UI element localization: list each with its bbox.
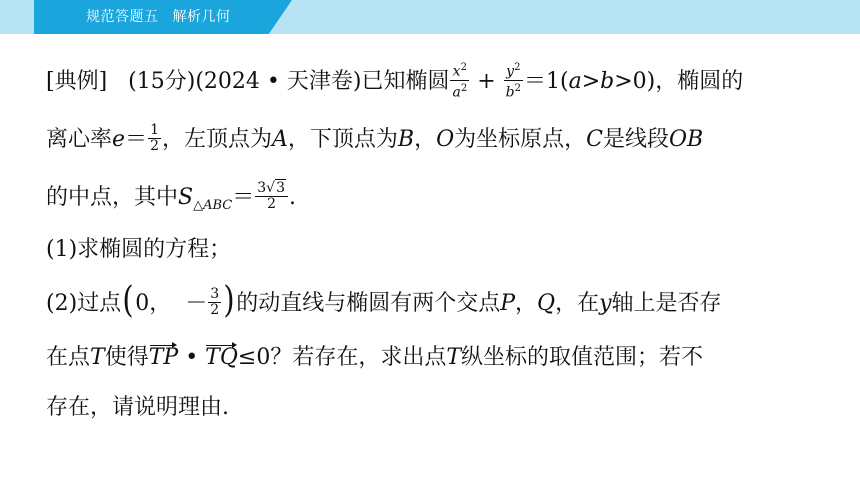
- problem-line-3: [46, 178, 296, 218]
- problem-line-1: [46, 62, 743, 102]
- question-2-line-2: [46, 338, 703, 378]
- minus-sign: －: [185, 291, 208, 316]
- text-segment: ，: [414, 127, 437, 152]
- point-B: B: [397, 127, 415, 152]
- text-segment: ，下顶点为: [287, 127, 398, 152]
- text-segment: 使得: [104, 345, 149, 370]
- var-a: a: [568, 69, 582, 95]
- text-segment: 离心率: [46, 127, 113, 152]
- dot-operator: •: [178, 345, 206, 370]
- vector-TQ: TQ: [205, 338, 238, 378]
- text-segment: 纵坐标的取值范围；若不: [461, 345, 704, 370]
- text-segment: 是线段: [603, 127, 670, 152]
- equals-sign: ＝: [125, 127, 148, 152]
- point-x: 0，: [135, 291, 172, 316]
- var-e: e: [112, 127, 126, 152]
- point-Q: Q: [537, 291, 556, 316]
- question-1-text: (1)求椭圆的方程；: [46, 237, 232, 262]
- fraction-one-half: $\frac{1}{2}$: [150, 121, 159, 154]
- left-paren: (: [122, 280, 134, 321]
- example-tag: [典例]: [46, 69, 108, 95]
- section-label: 规范答题五: [86, 9, 159, 25]
- fraction-x2-a2: $\frac{x^2}{a^2}$: [452, 62, 468, 101]
- text-segment: (2)过点: [46, 291, 122, 316]
- text-segment: 的动直线与椭圆有两个交点: [236, 291, 501, 316]
- equals-sign: ＝: [232, 185, 255, 210]
- point-P: P: [500, 291, 516, 316]
- text-segment: 存在，请说明理由.: [46, 395, 229, 420]
- point-O: O: [436, 127, 455, 152]
- segment-OB: OB: [669, 127, 704, 152]
- fraction-three-halves: $\frac{3}{2}$: [210, 285, 220, 318]
- question-2-line-3: [46, 388, 229, 428]
- plus-sign: +: [477, 69, 496, 95]
- question-2-line-1: [46, 280, 722, 324]
- vector-TP: TP: [149, 338, 178, 378]
- text-segment: 轴上是否存: [611, 291, 722, 316]
- text-segment: ，在: [555, 291, 600, 316]
- text-segment: ，: [515, 291, 538, 316]
- fraction-area: $\frac{3√3}{2}$: [255, 181, 288, 212]
- period: .: [289, 185, 297, 210]
- text-segment: 为坐标原点，: [454, 127, 587, 152]
- point-C: C: [586, 127, 603, 152]
- point-A: A: [272, 127, 288, 152]
- triangle-subscript: △ABC: [193, 198, 233, 213]
- var-S: S: [178, 185, 194, 210]
- var-b: b: [600, 69, 615, 95]
- text-segment: ＝1(: [523, 69, 569, 95]
- gt-sign: >: [581, 69, 601, 95]
- text-segment: 已知椭圆: [361, 69, 450, 95]
- text-segment: 的中点，其中: [46, 185, 179, 210]
- text-segment: ≤0？若存在，求出点: [237, 345, 447, 370]
- text-segment: 在点: [46, 345, 91, 370]
- header-title: [86, 6, 231, 26]
- text-segment: ，左顶点为: [161, 127, 272, 152]
- fraction-y2-b2: $\frac{y^2}{b^2}$: [505, 62, 521, 101]
- right-paren: ): [223, 280, 235, 321]
- question-1: [46, 230, 231, 270]
- score-source: (15分)(2024 • 天津卷): [128, 69, 362, 95]
- topic-label: 解析几何: [172, 9, 231, 25]
- point-T: T: [90, 345, 105, 370]
- point-T: T: [446, 345, 462, 370]
- text-segment: >0)，椭圆的: [614, 69, 744, 95]
- var-y: y: [599, 291, 612, 316]
- problem-line-2: [46, 120, 703, 160]
